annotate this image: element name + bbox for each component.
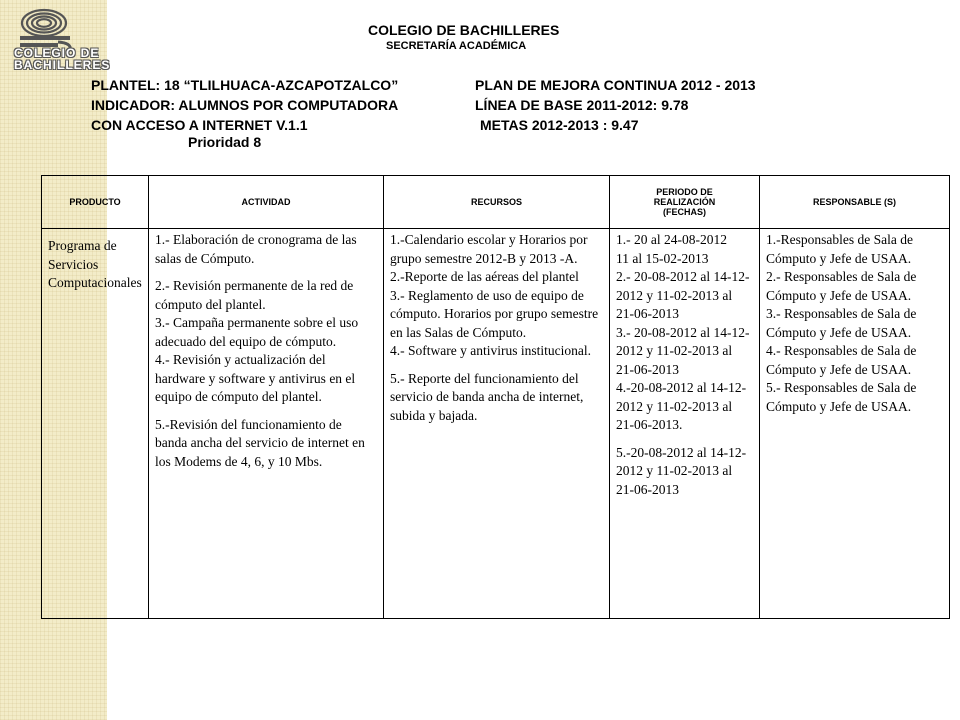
header-periodo	[610, 176, 760, 229]
header-producto: PRODUCTO	[42, 176, 149, 229]
periodo-cell	[610, 229, 760, 619]
header-periodo-line3: (FECHAS)	[663, 207, 706, 217]
responsable-cell	[760, 229, 950, 619]
recursos-item-5: 5.- Reporte del funcionamiento del servicio de banda ancha de internet, subida y bajada.	[390, 370, 584, 423]
responsable-item-1: 1.-Responsables de Sala de Cómputo y Jefe de USAA.	[766, 232, 913, 266]
logo-text-line2: BACHILLERES	[14, 58, 111, 72]
institution-title: COLEGIO DE BACHILLERES	[368, 22, 560, 38]
recursos-cell	[384, 229, 610, 619]
periodo-item-2: 2.- 20-08-2012 al 14-12-2012 y 11-02-2013 al 21-06-2013	[616, 269, 750, 321]
periodo-item-1a: 1.- 20 al 24-08-2012	[616, 232, 727, 247]
department-subtitle: SECRETARÍA ACADÉMICA	[386, 40, 527, 52]
actividad-item-3: 3.- Campaña permanente sobre el uso adecuado del equipo de cómputo.	[155, 315, 359, 349]
producto-cell	[42, 229, 149, 619]
metas-label: METAS 2012-2013 : 9.47	[480, 117, 639, 133]
plantel-label: PLANTEL: 18 “TLILHUACA-AZCAPOTZALCO”	[91, 77, 399, 93]
actividad-item-4: 4.- Revisión y actualización del hardware y software y antivirus en el equipo de cómputo del plantel.	[155, 352, 356, 404]
improvement-plan-table	[41, 175, 950, 619]
plan-label: PLAN DE MEJORA CONTINUA 2012 - 2013	[475, 77, 756, 93]
actividad-item-2: 2.- Revisión permanente de la red de cómputo del plantel.	[155, 278, 354, 312]
logo-text-line1: COLEGIO DE	[14, 46, 100, 60]
recursos-item-4: 4.- Software y antivirus institucional.	[390, 343, 591, 358]
responsable-item-5: 5.- Responsables de Sala de Cómputo y Jefe de USAA.	[766, 380, 917, 414]
recursos-item-3: 3.- Reglamento de uso de equipo de cómputo. Horarios por grupo semestre en las Salas de Cómputo.	[390, 287, 599, 340]
indicador-label: INDICADOR: ALUMNOS POR COMPUTADORA	[91, 97, 399, 113]
header-periodo-line2: REALIZACIÓN	[653, 197, 716, 207]
header-periodo-line1: PERIODO DE	[656, 187, 713, 197]
header-actividad: ACTIVIDAD	[149, 176, 384, 229]
recursos-item-2: 2.-Reporte de las aéreas del plantel	[390, 269, 579, 284]
responsable-item-3: 3.- Responsables de Sala de Cómputo y Jefe de USAA.	[766, 306, 917, 340]
periodo-item-3: 3.- 20-08-2012 al 14-12-2012 y 11-02-2013 al 21-06-2013	[616, 324, 750, 377]
actividad-item-5: 5.-Revisión del funcionamiento de banda ancha del servicio de internet en los Modems de 4, 6, y 10 Mbs.	[155, 416, 365, 469]
actividad-item-1: 1.- Elaboración de cronograma de las salas de Cómputo.	[155, 232, 357, 266]
actividad-cell	[149, 229, 384, 619]
recursos-item-1: 1.-Calendario escolar y Horarios por grupo semestre 2012-B y 2013 -A.	[390, 232, 588, 266]
prioridad-label: Prioridad 8	[188, 134, 262, 150]
periodo-item-1b: 11 al 15-02-2013	[616, 250, 709, 266]
responsable-item-4: 4.- Responsables de Sala de Cómputo y Jefe de USAA.	[766, 343, 917, 377]
header-responsable: RESPONSABLE (S)	[760, 176, 950, 229]
periodo-item-4: 4.-20-08-2012 al 14-12-2012 y 11-02-2013 al 21-06-2013.	[616, 380, 747, 432]
responsable-item-2: 2.- Responsables de Sala de Cómputo y Jefe de USAA.	[766, 269, 917, 303]
producto-text: Programa de Servicios Computacionales	[48, 238, 142, 290]
table-header-row	[42, 176, 950, 229]
header-recursos: RECURSOS	[384, 176, 610, 229]
periodo-item-5: 5.-20-08-2012 al 14-12-2012 y 11-02-2013 al 21-06-2013	[616, 444, 747, 497]
table-row	[42, 229, 950, 619]
acceso-label: CON ACCESO A INTERNET V.1.1	[91, 117, 308, 133]
logo-text	[14, 47, 110, 71]
linea-base-label: LÍNEA DE BASE 2011-2012: 9.78	[475, 97, 689, 113]
